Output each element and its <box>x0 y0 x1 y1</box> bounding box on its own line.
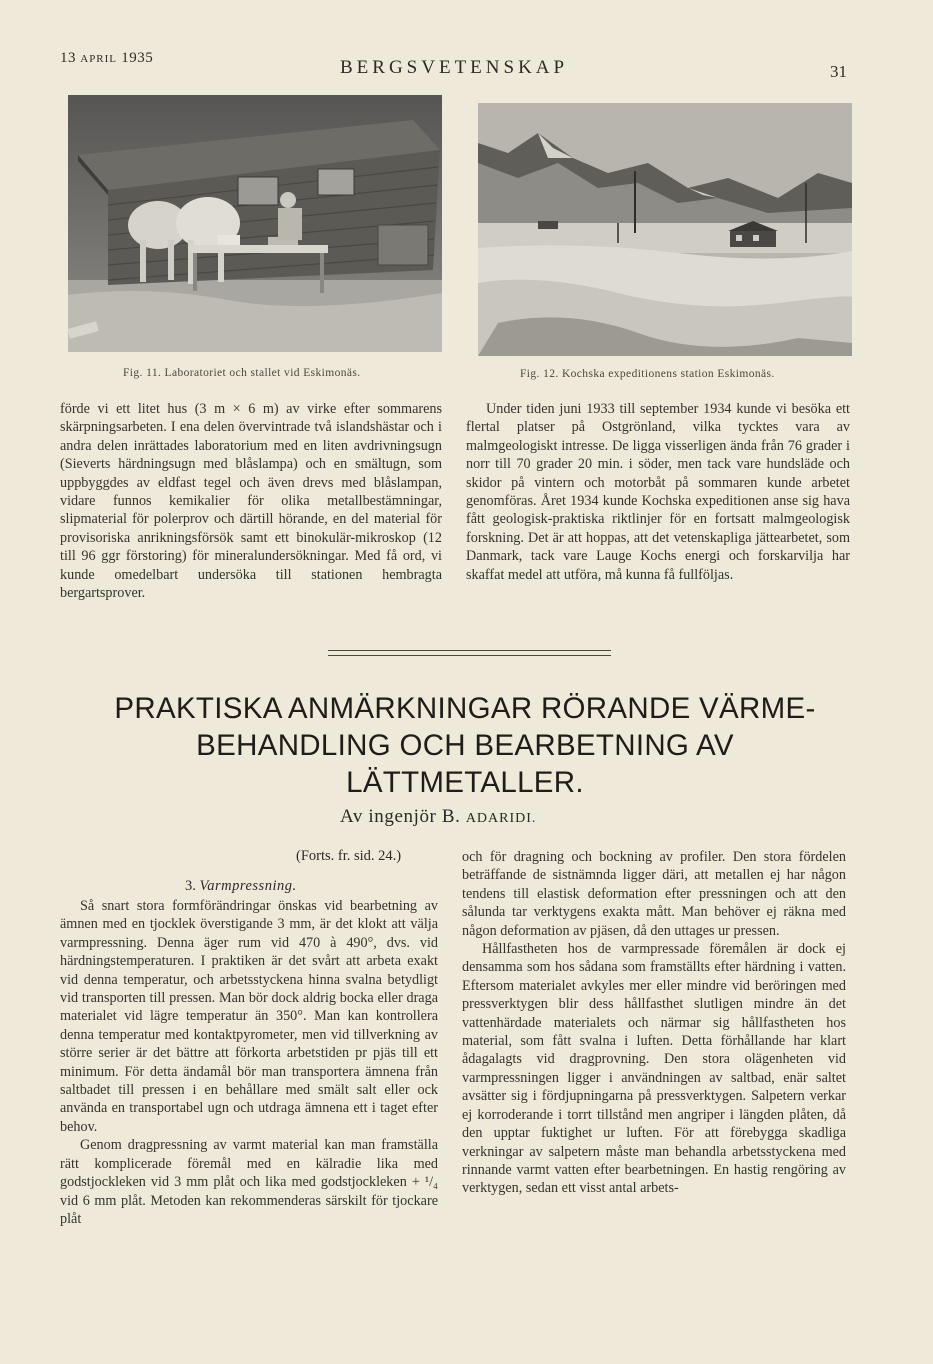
article-title-line-2: BEHANDLING OCH BEARBETNING AV <box>196 729 734 762</box>
issue-date <box>60 50 153 67</box>
article-left-paragraph-2: Genom dragpressning av varmt material kan man framställa rätt komplicerade föremål med en kälradie lika med godstjockleken vid 3 mm plåt och lika med godstjockleken + ¹/₄ vid 6 mm plåt. Metoden kan rekommenderas särskilt för tjockare plåt <box>60 1137 438 1227</box>
article-right-paragraph-1: och för dragning och bockning av profiler. Den stora fördelen beträffande de sistnämnda ligger däri, att metallen ej har någon tendens till elastisk deformation efter pressningen och att den sålunda tar verktygens exakta mått. Man behöver ej räkna med någon deformation av pjäsen, då den uttages ur pressen. <box>462 849 846 939</box>
figure-11-photo <box>68 95 442 352</box>
continued-from-note: (Forts. fr. sid. 24.) <box>296 848 402 864</box>
right-top-paragraph: Under tiden juni 1933 till september 1934 kunde vi besöka ett flertal platser på Ostgrönland, vilka tycktes vara av malmgeologiskt intresse. De ligga visserligen ända från 76 grader i norr till 70 grader 20 min. i söder, men tack vare hundsläde och skidor på vintern och motorbåt på sommaren kunde arbetet genomföras. Året 1934 kunde Kochska expeditionen anse sig hava fått geologisk-praktiska riktlinjer för en fortsatt malmgeologisk forskning. Det är att hoppas, att det vetenskapliga jättearbetet, som Danmark, tack vare Lauge Kochs energi och forskarvilja har skaffat medel att utföra, må kunna få fullföljas. <box>466 401 850 583</box>
left-top-paragraph: förde vi ett litet hus (3 m × 6 m) av virke efter sommarens skärpningsarbeten. I ena delen övervintrade två islandshästar och i andra delen inrättades laboratorium med en liten avdrivningsugn (Sieverts härdningsugn med blåslampa) och en smältugn, som uppbyggdes av eldfast tegel och även drevs med blåslampan, vidare funnos kemikalier för olika metallbestämningar, slipmaterial för polerprov och därtill hörande, en del material för provisoriska anrikningsförsök samt ett binokulär-mikroskop (12 till 96 ggr förstoring) för mineralundersökningar. Med få ord, vi kunde omedelbart undersöka till stationen hembragta bergartsprover. <box>60 401 442 602</box>
section-title: Varmpressning. <box>199 878 297 894</box>
divider-line-bottom <box>328 655 611 656</box>
article-byline <box>340 806 536 828</box>
article-title-line-3: LÄTTMETALLER. <box>346 766 584 799</box>
left-top-column <box>60 400 442 602</box>
journal-title: BERGSVETENSKAP <box>340 57 569 78</box>
page-number: 31 <box>830 62 847 81</box>
article-title <box>90 690 840 801</box>
figure-12-photo <box>478 103 852 356</box>
article-left-paragraph-1: Så snart stora formförändringar önskas vid bearbetning av ämnen med en tjocklek överstigande 3 mm, är det klokt att välja varmpressning. Denna äger rum vid 470 à 490°, dvs. vid härdningstemperaturen. I praktiken är det svårt att arbeta exakt vid denna temperatur, och arbetsstyckena hinna svalna betydligt vid transporten till pressen. Man bör dock aldrig bocka eller draga materialet vid lägre temperatur än 350°. Man kan kontrollera denna temperatur med kontaktpyrometer, men vid tillverkning av större serier är det bättre att förkorta arbetstiden pr pjäs till ett minimum. För detta ändamål bör man transportera ämnena från saltbadet till pressen i en behållare med smält salt eller ock använda en transportabel ugn och utdraga ämnena ett i taget efter behov. <box>60 898 438 1135</box>
section-heading <box>185 878 297 895</box>
date-day: 13 <box>60 50 76 66</box>
date-year: 1935 <box>121 50 154 66</box>
article-right-paragraph-2: Hållfastheten hos de varmpressade föremålen är dock ej densamma som hos sådana som framställts efter härdning i vatten. Eftersom materialet avkyles mer eller mindre vid beröringen med pressverktygen blir dess hållfasthet slutligen mindre än det vattenhärdade materialets och närmar sig hållfastheten hos material, som fått svalna i luften. Detta förhållande har klart ådagalagts vid dragprovning. Den stora olägenheten vid varmpressningen ligger i användningen av saltbad, enär saltet avsätter sig i fördjupningarna på pressverktygen. Salpetern verkar ej korroderande i torrt tillstånd men angriper i längden plåten, då den upptar fuktighet ur luften. För att förebygga skadliga verkningar av salpetern måste man behandla arbetsstyckena med rinnande varmt vatten efter bearbetningen. En hastig rengöring av verktygen, sedan ett visst antal arbets- <box>462 941 846 1197</box>
article-left-column <box>60 897 438 1228</box>
article-title-line-1: PRAKTISKA ANMÄRKNINGAR RÖRANDE VÄRME- <box>114 692 816 725</box>
figure-12-caption: Fig. 12. Kochska expeditionens station Eskimonäs. <box>520 368 775 380</box>
section-number: 3. <box>185 878 196 894</box>
date-month: APRIL <box>80 53 118 65</box>
figure-11-caption: Fig. 11. Laboratoriet och stallet vid Eskimonäs. <box>123 367 361 379</box>
divider-line-top <box>328 650 611 651</box>
byline-author: ADARIDI. <box>465 811 537 826</box>
article-right-column <box>462 848 846 1198</box>
right-top-column <box>466 400 850 584</box>
byline-prefix: Av ingenjör B. <box>340 806 466 827</box>
